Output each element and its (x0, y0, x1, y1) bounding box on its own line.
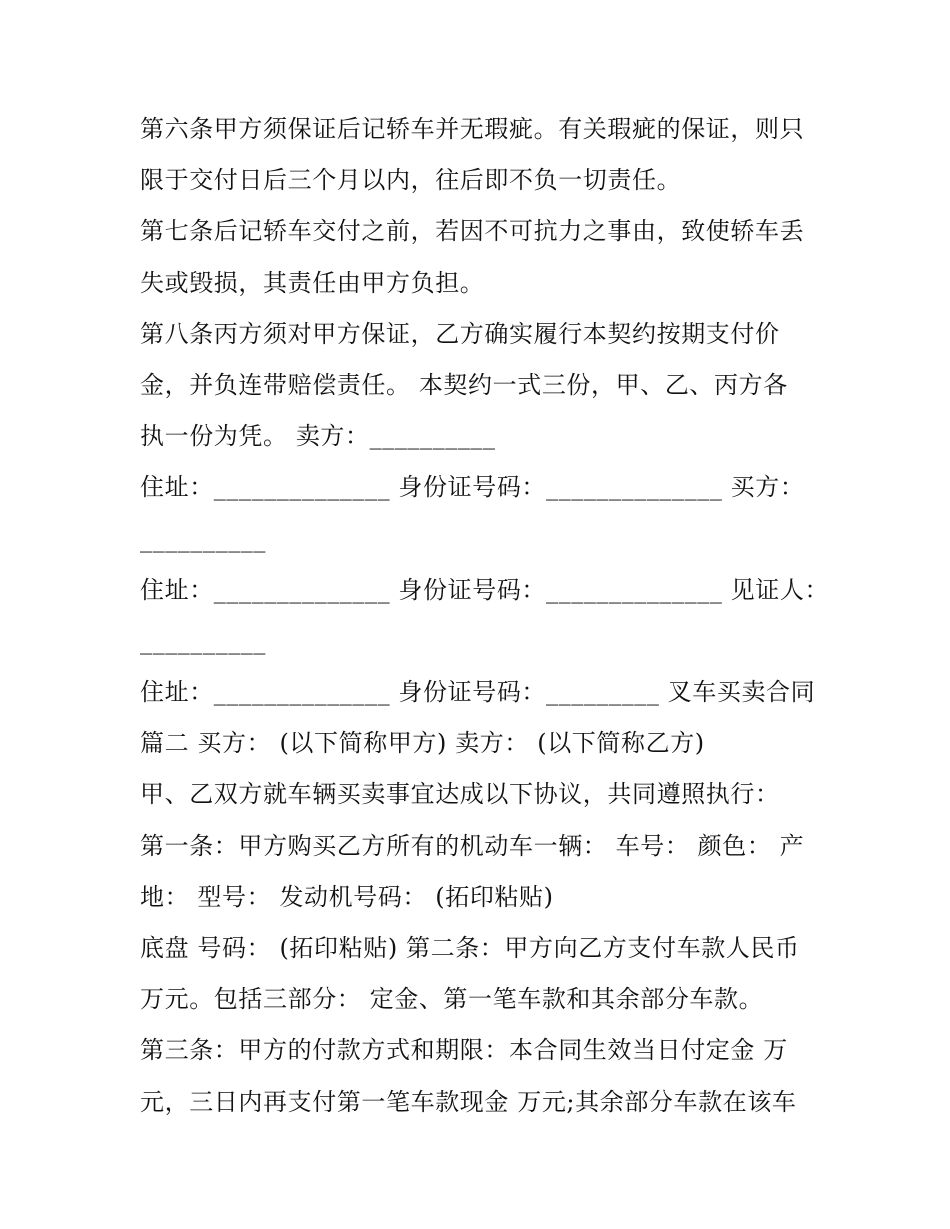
text-line: 篇二 买方： (以下简称甲方) 卖方： (以下简称乙方) (140, 729, 705, 758)
text-line: 限于交付日后三个月以内，往后即不负一切责任。 (140, 166, 682, 195)
text-line: 失或毁损，其责任由甲方负担。 (140, 268, 485, 297)
text-line: 第七条后记轿车交付之前，若因不可抗力之事由，致使轿车丢 (140, 217, 805, 246)
text-line: 住址：______________ 身份证号码：______________ 见证人： (140, 575, 830, 604)
text-line: 执一份为凭。 卖方：__________ (140, 422, 496, 451)
text-line: 金，并负连带赔偿责任。 本契约一式三份，甲、乙、丙方各 (140, 370, 788, 399)
text-line: 甲、乙双方就车辆买卖事宜达成以下协议，共同遵照执行： (140, 780, 780, 809)
text-line: 住址：______________ 身份证号码：_________ 叉车买卖合同 (140, 678, 816, 707)
text-line: 第一条：甲方购买乙方所有的机动车一辆： 车号： 颜色： 产 (140, 831, 805, 860)
text-line: 第三条：甲方的付款方式和期限：本合同生效当日付定金 万 (140, 1036, 788, 1065)
document-body (140, 104, 830, 1128)
text-line: 第六条甲方须保证后记轿车并无瑕疵。有关瑕疵的保证，则只 (140, 115, 805, 143)
text-line: __________ (140, 524, 266, 553)
text-line: 元，三日内再支付第一笔车款现金 万元;其余部分车款在该车 (140, 1087, 797, 1116)
text-line: 底盘 号码： (拓印粘贴) 第二条：甲方向乙方支付车款人民币 (140, 934, 800, 962)
text-line: 万元。包括三部分： 定金、第一笔车款和其余部分车款。 (140, 985, 764, 1014)
text-line: __________ (140, 626, 266, 655)
text-line: 第八条丙方须对甲方保证，乙方确实履行本契约按期支付价 (140, 319, 780, 348)
text-line: 地： 型号： 发动机号码： (拓印粘贴) (140, 882, 554, 911)
text-line: 住址：______________ 身份证号码：______________ 买方： (140, 473, 805, 502)
